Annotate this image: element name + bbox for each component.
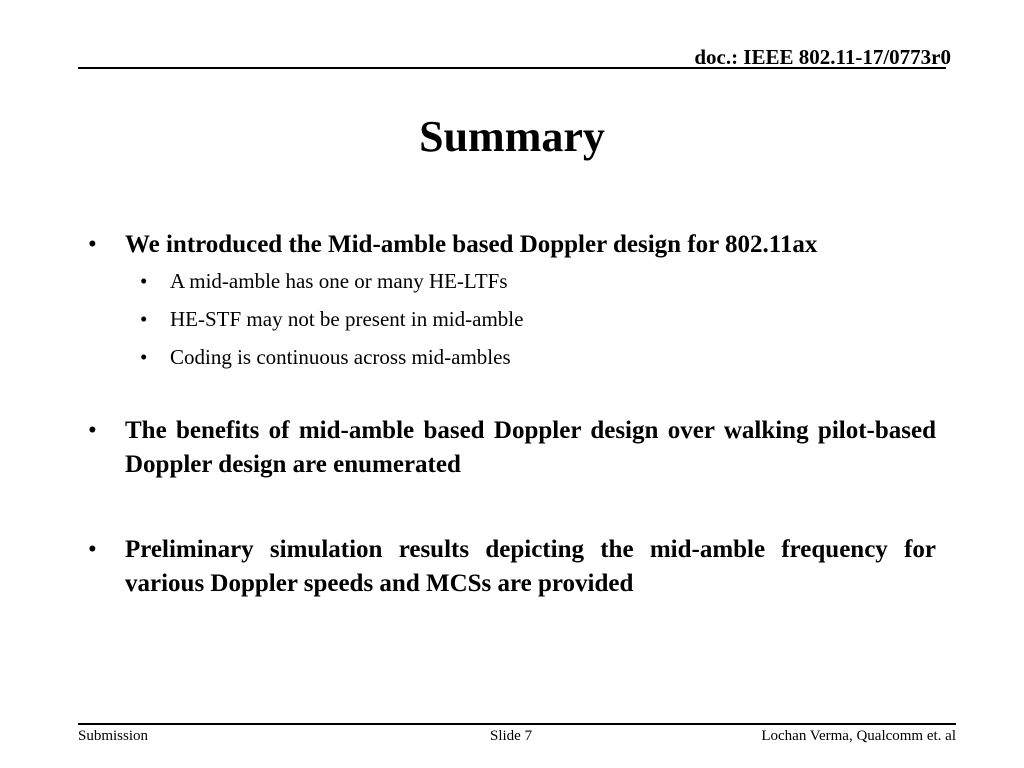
header-divider xyxy=(78,67,946,69)
bullet-item xyxy=(88,414,936,482)
sub-bullet-text: A mid-amble has one or many HE-LTFs xyxy=(170,269,508,293)
bullet-dot-icon: • xyxy=(88,231,97,258)
sub-bullet-item xyxy=(140,268,936,294)
sub-bullet-text: HE-STF may not be present in mid-amble xyxy=(170,307,524,331)
footer-submission: Submission xyxy=(78,728,149,744)
bullet-item xyxy=(88,533,936,601)
footer-divider xyxy=(78,723,956,725)
bullet-item xyxy=(88,228,936,262)
slide-title: Summary xyxy=(419,112,605,161)
footer-author: Lochan Verma, Qualcomm et. al xyxy=(761,728,956,744)
bullet-dot-icon: • xyxy=(140,269,148,293)
sub-bullet-text: Coding is continuous across mid-ambles xyxy=(170,345,511,369)
sub-bullet-list xyxy=(88,268,936,370)
bullet-dot-icon: • xyxy=(88,417,97,444)
bullet-dot-icon: • xyxy=(140,307,148,331)
document-id: doc.: IEEE 802.11-17/0773r0 xyxy=(694,45,951,69)
bullet-dot-icon: • xyxy=(88,536,97,563)
sub-bullet-item xyxy=(140,306,936,332)
bullet-text: The benefits of mid-amble based Doppler design over walking pilot-based Doppler design are enumerated xyxy=(125,417,936,478)
bullet-text: We introduced the Mid-amble based Doppler design for 802.11ax xyxy=(125,231,818,258)
bullet-dot-icon: • xyxy=(140,345,148,369)
sub-bullet-item xyxy=(140,344,936,370)
slide-number: Slide 7 xyxy=(490,728,533,744)
bullet-text: Preliminary simulation results depicting the mid-amble frequency for various Doppler speeds and MCSs are provided xyxy=(125,536,936,597)
slide-body xyxy=(88,228,936,601)
